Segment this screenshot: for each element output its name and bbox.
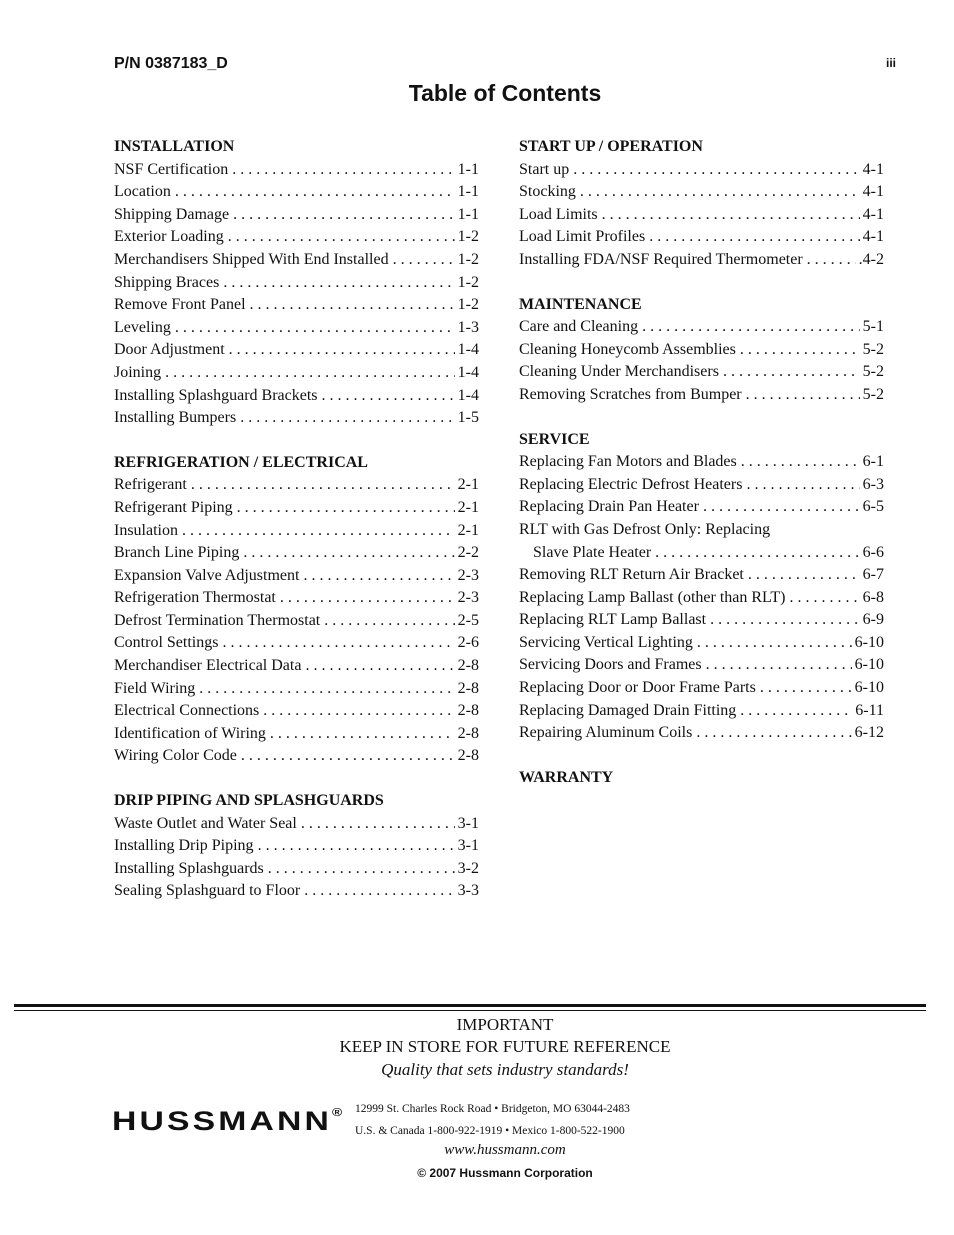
footer-rule-thick (14, 1004, 926, 1007)
dot-leader (807, 249, 856, 272)
dot-leader (191, 474, 455, 497)
toc-entry (519, 722, 884, 745)
toc-entry-title: Door Adjustment (114, 341, 225, 359)
toc-entry-page: 1-2 (457, 228, 479, 246)
toc-section-heading: DRIP PIPING AND SPLASHGUARDS (114, 792, 384, 810)
toc-entry-page: 6-1 (862, 453, 884, 471)
dot-leader (393, 249, 455, 272)
toc-entry-title: Installing Bumpers (114, 409, 237, 427)
toc-entry (114, 835, 479, 858)
toc-entry-page: 2-3 (457, 589, 479, 607)
toc-entry (519, 496, 884, 519)
toc-entry (114, 700, 479, 723)
toc-entry-page: .4-2 (858, 250, 884, 268)
toc-entry-page: 2-8 (457, 747, 479, 765)
toc-entry-title: Replacing Drain Pan Heater (519, 498, 699, 516)
toc-entry (519, 474, 884, 497)
toc-entry-title: Shipping Damage (114, 205, 230, 223)
toc-entry-page: 6-12 (854, 724, 884, 742)
toc-entry-page: 3-3 (457, 882, 479, 900)
toc-entry-title: Replacing Fan Motors and Blades (519, 453, 737, 471)
toc-entry-title: Replacing Door or Door Frame Parts (519, 679, 756, 697)
toc-entry-page: 6-5 (862, 498, 884, 516)
toc-entry-title: Field Wiring (114, 679, 196, 697)
toc-entry (114, 678, 479, 701)
toc-entry-title: Removing RLT Return Air Bracket (519, 566, 744, 584)
dot-leader (233, 204, 455, 227)
toc-section (114, 136, 479, 430)
toc-section (519, 767, 884, 790)
toc-entry (114, 880, 479, 903)
dot-leader (573, 159, 859, 182)
toc-entry-title: Removing Scratches from Bumper (519, 385, 742, 403)
toc-entry (519, 361, 884, 384)
toc-entry-page: 1-2 (457, 250, 479, 268)
dot-leader (240, 407, 454, 430)
toc-entry (519, 181, 884, 204)
toc-entry (114, 497, 479, 520)
toc-entry (114, 317, 479, 340)
toc-entry-title: Joining (114, 363, 162, 381)
toc-entry (114, 159, 479, 182)
toc-entry-title: NSF Certification (114, 160, 229, 178)
toc-entry-page: 5-2 (862, 363, 884, 381)
toc-entry-title: Installing Splashguards (114, 859, 264, 877)
dot-leader (746, 474, 859, 497)
dot-leader (602, 204, 860, 227)
hussmann-logo (112, 1106, 342, 1137)
toc-entry (114, 858, 479, 881)
toc-entry-title: Sealing Splashguard to Floor (114, 882, 301, 900)
toc-entry-page: 2-5 (457, 611, 479, 629)
toc-entry-page: 1-4 (457, 386, 479, 404)
toc-entry (114, 520, 479, 543)
toc-entry-title: Refrigerant Piping (114, 498, 233, 516)
toc-entry-page: 6-11 (855, 701, 884, 719)
toc-entry (114, 339, 479, 362)
dot-leader (182, 520, 455, 543)
dot-leader (222, 632, 454, 655)
toc-entry-page: 5-2 (862, 385, 884, 403)
company-address: 12999 St. Charles Rock Road • Bridgeton, MO 63044-2483 (355, 1103, 630, 1115)
toc-entry-title: Installing Drip Piping (114, 837, 254, 855)
toc-section-heading: REFRIGERATION / ELECTRICAL (114, 453, 368, 471)
toc-entry-page: 2-1 (457, 476, 479, 494)
toc-entry (519, 632, 884, 655)
toc-entry (114, 655, 479, 678)
toc-entry-page: 3-1 (457, 837, 479, 855)
toc-entry (114, 542, 479, 565)
toc-entry-title: Repairing Aluminum Coils (519, 724, 693, 742)
toc-entry (114, 610, 479, 633)
toc-entry-title: Branch Line Piping (114, 544, 240, 562)
dot-leader (304, 880, 454, 903)
toc-entry (114, 632, 479, 655)
toc-entry-page: 2-8 (457, 702, 479, 720)
dot-leader (697, 632, 852, 655)
toc-entry-title: Identification of Wiring (114, 724, 266, 742)
dot-leader (740, 700, 852, 723)
toc-section (519, 294, 884, 407)
toc-entry (519, 700, 884, 723)
toc-entry (519, 609, 884, 632)
dot-leader (270, 723, 455, 746)
toc-right-column (519, 136, 884, 811)
toc-entry-page: 1-2 (457, 273, 479, 291)
toc-entry-title: Replacing Lamp Ballast (other than RLT) (519, 588, 786, 606)
toc-entry (114, 407, 479, 430)
toc-entry-page: 1-1 (457, 183, 479, 201)
toc-entry-page: 6-3 (862, 475, 884, 493)
toc-entry (519, 677, 884, 700)
page-number: iii (885, 56, 896, 70)
toc-entry-page: 4-1 (862, 205, 884, 223)
dot-leader (228, 226, 455, 249)
toc-entry-page: 4-1 (862, 183, 884, 201)
toc-entry-page: 1-5 (457, 409, 479, 427)
dot-leader (165, 362, 455, 385)
toc-entry-page: 2-8 (457, 724, 479, 742)
toc-entry-page: 1-3 (457, 318, 479, 336)
dot-leader (706, 654, 852, 677)
dot-leader (232, 159, 454, 182)
toc-entry-title: Expansion Valve Adjustment (114, 566, 300, 584)
toc-entry-page: 6-9 (862, 611, 884, 629)
dot-leader (280, 587, 455, 610)
dot-leader (175, 181, 455, 204)
footer-rule-thin (14, 1010, 926, 1011)
toc-entry-title: Servicing Vertical Lighting (519, 633, 693, 651)
toc-entry-title: Installing FDA/NSF Required Thermometer (519, 250, 803, 268)
dot-leader (748, 564, 860, 587)
toc-section (114, 452, 479, 768)
part-number: P/N 0387183_D (114, 55, 228, 72)
dot-leader (655, 542, 860, 565)
toc-entry-page: 6-10 (854, 679, 884, 697)
toc-entry-page: 1-1 (457, 160, 479, 178)
toc-entry-title: Location (114, 183, 171, 201)
toc-entry-title: Remove Front Panel (114, 296, 246, 314)
dot-leader (268, 858, 455, 881)
toc-entry-page: 5-1 (862, 318, 884, 336)
toc-entry-title: Start up (519, 160, 570, 178)
toc-entry (114, 204, 479, 227)
toc-entry (114, 362, 479, 385)
toc-entry-page: 4-1 (862, 228, 884, 246)
toc-entry-title: Replacing Electric Defrost Heaters (519, 475, 743, 493)
dot-leader (305, 655, 454, 678)
toc-section-heading: INSTALLATION (114, 138, 235, 155)
toc-entry-page: 2-3 (457, 566, 479, 584)
logo-text: HUSSMANN (112, 1106, 333, 1136)
toc-entry-title: Load Limit Profiles (519, 228, 646, 246)
dot-leader (263, 700, 454, 723)
toc-entry (519, 587, 884, 610)
toc-entry (519, 159, 884, 182)
toc-entry-title: Leveling (114, 318, 171, 336)
toc-section-heading: MAINTENANCE (519, 295, 642, 313)
toc-entry (114, 587, 479, 610)
dot-leader (301, 813, 455, 836)
toc-entry-page: 1-2 (457, 296, 479, 314)
toc-entry-title: Stocking (519, 183, 576, 201)
toc-entry-title: Insulation (114, 521, 178, 539)
toc-entry (519, 564, 884, 587)
toc-entry-title: Cleaning Under Merchandisers (519, 363, 719, 381)
toc-entry-page: 3-1 (457, 814, 479, 832)
dot-leader (258, 835, 455, 858)
toc-entry (114, 294, 479, 317)
toc-entry (114, 474, 479, 497)
dot-leader (250, 294, 455, 317)
dot-leader (741, 451, 860, 474)
toc-entry-title: Merchandisers Shipped With End Installed (114, 250, 389, 268)
toc-entry-title: Care and Cleaning (519, 318, 639, 336)
dot-leader (703, 496, 860, 519)
toc-entry-page: 1-4 (457, 341, 479, 359)
toc-entry (114, 385, 479, 408)
toc-entry-title: Shipping Braces (114, 273, 220, 291)
toc-entry (519, 226, 884, 249)
dot-leader (649, 226, 859, 249)
toc-entry-title: Waste Outlet and Water Seal (114, 814, 297, 832)
toc-entry-title: Refrigeration Thermostat (114, 589, 276, 607)
toc-entry-title: Defrost Termination Thermostat (114, 611, 321, 629)
toc-entry (114, 723, 479, 746)
dot-leader (243, 542, 454, 565)
toc-entry (114, 249, 479, 272)
tagline: Quality that sets industry standards! (381, 1060, 629, 1079)
dot-leader (710, 609, 860, 632)
toc-section (114, 790, 479, 903)
registered-mark: ® (332, 1107, 343, 1119)
toc-entry-title: Control Settings (114, 634, 219, 652)
toc-entry-page: 1-1 (457, 205, 479, 223)
dot-leader (642, 316, 860, 339)
dot-leader (199, 678, 454, 701)
dot-leader (223, 272, 454, 295)
toc-entry (114, 226, 479, 249)
toc-entry-title: Merchandiser Electrical Data (114, 657, 302, 675)
toc-entry-page: 4-1 (862, 160, 884, 178)
toc-entry-page: 2-2 (457, 544, 479, 562)
toc-entry (519, 316, 884, 339)
dot-leader (241, 745, 455, 768)
toc-entry (519, 384, 884, 407)
toc-entry-page: 6-6 (862, 543, 884, 561)
dot-leader (740, 339, 860, 362)
toc-entry-page: 2-8 (457, 657, 479, 675)
toc-entry-title: Slave Plate Heater (533, 543, 652, 561)
toc-entry-page: 6-10 (854, 633, 884, 651)
toc-entry-title: Installing Splashguard Brackets (114, 386, 318, 404)
toc-entry (114, 272, 479, 295)
toc-entry (519, 542, 884, 565)
keep-notice: KEEP IN STORE FOR FUTURE REFERENCE (339, 1037, 671, 1056)
toc-entry (114, 565, 479, 588)
dot-leader (303, 565, 454, 588)
toc-entry-page: 6-10 (854, 656, 884, 674)
dot-leader (229, 339, 455, 362)
toc-section-heading: SERVICE (519, 430, 590, 448)
toc-entry-title: Exterior Loading (114, 228, 224, 246)
toc-entry-page: 2-6 (457, 634, 479, 652)
toc-entry-page: 5-2 (862, 340, 884, 358)
toc-entry-title: Load Limits (519, 205, 598, 223)
toc-entry (519, 339, 884, 362)
toc-section-heading: START UP / OPERATION (519, 138, 703, 155)
toc-entry (114, 181, 479, 204)
dot-leader (175, 317, 455, 340)
toc-section (519, 136, 884, 272)
dot-leader (789, 587, 859, 610)
dot-leader (324, 610, 454, 633)
toc-entry-title: Replacing RLT Lamp Ballast (519, 611, 707, 629)
toc-entry-page: 6-7 (862, 566, 884, 584)
toc-left-column (114, 136, 479, 925)
dot-leader (723, 361, 860, 384)
toc-entry-page: 1-4 (457, 363, 479, 381)
company-phone: U.S. & Canada 1-800-922-1919 • Mexico 1-800-522-1900 (355, 1125, 625, 1137)
dot-leader (746, 384, 860, 407)
dot-leader (696, 722, 851, 745)
toc-entry (519, 249, 884, 272)
toc-entry-title: Cleaning Honeycomb Assemblies (519, 340, 736, 358)
important-notice: IMPORTANT (456, 1015, 554, 1034)
toc-entry (519, 204, 884, 227)
toc-entry-title: RLT with Gas Defrost Only: Replacing (519, 520, 771, 538)
toc-entry-title: Replacing Damaged Drain Fitting (519, 701, 737, 719)
toc-entry-page: 2-1 (457, 498, 479, 516)
toc-entry-title: Wiring Color Code (114, 747, 237, 765)
copyright: © 2007 Hussmann Corporation (417, 1166, 593, 1180)
toc-entry-page: 2-1 (457, 521, 479, 539)
toc-entry-title: Refrigerant (114, 476, 187, 494)
toc-entry (519, 451, 884, 474)
toc-entry (114, 813, 479, 836)
dot-leader (237, 497, 455, 520)
toc-entry-title: Servicing Doors and Frames (519, 656, 702, 674)
toc-entry (114, 745, 479, 768)
dot-leader (322, 385, 455, 408)
page-title: Table of Contents (408, 80, 602, 106)
toc-section (519, 429, 884, 745)
company-website: www.hussmann.com (444, 1142, 566, 1158)
dot-leader (580, 181, 860, 204)
toc-entry-page: 3-2 (457, 859, 479, 877)
dot-leader (760, 677, 852, 700)
toc-entry-page: 6-8 (862, 588, 884, 606)
toc-entry-page: 2-8 (457, 679, 479, 697)
toc-section-heading: WARRANTY (519, 768, 614, 786)
toc-entry-title: Electrical Connections (114, 702, 260, 720)
toc-entry (519, 654, 884, 677)
